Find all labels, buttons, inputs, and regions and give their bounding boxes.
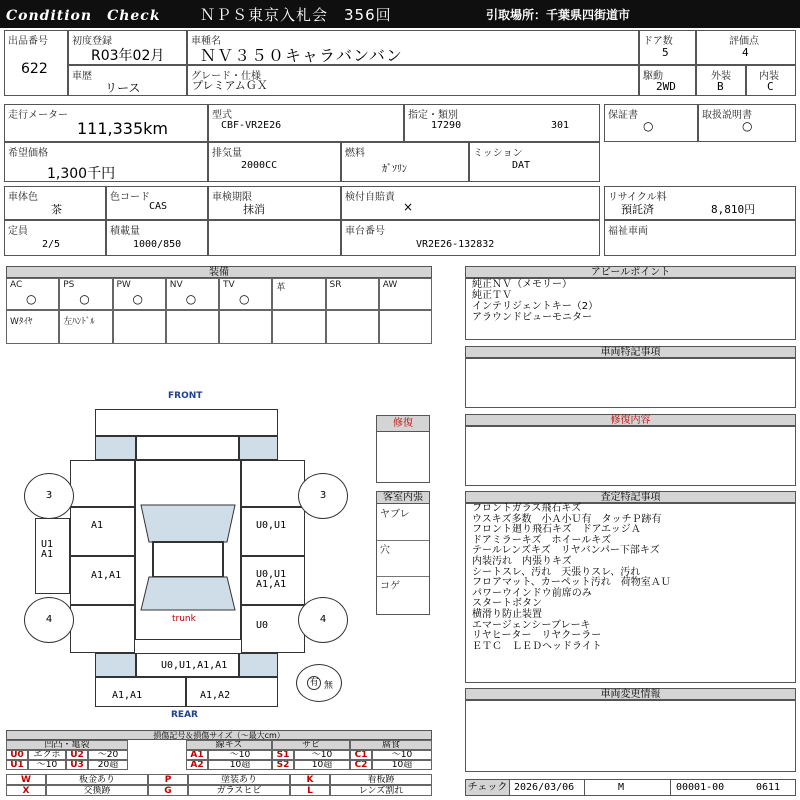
exterior-box: 外装 B	[696, 65, 746, 96]
damage-rear-bumper-left: A1,A1	[112, 690, 143, 701]
equipment-cell-1	[59, 278, 112, 310]
score: 4	[742, 46, 749, 59]
legend-code: U1	[6, 760, 28, 770]
header-bar	[0, 0, 800, 28]
legend-code: S2	[272, 760, 294, 770]
legend-symbol-text: ガラスヒビ	[188, 785, 290, 796]
damage-rear-door: U0,U1,A1,A1	[161, 660, 228, 671]
equipment-label: 革	[276, 283, 286, 293]
legend-code: S1	[272, 750, 294, 760]
equipment-cell-r2-0	[6, 310, 59, 344]
appeal-line: 純正ＴＶ	[472, 290, 512, 301]
inspection-notes-header: 査定特記事項	[465, 491, 796, 503]
equipment-cell-7	[379, 278, 432, 310]
front-bumper	[95, 409, 278, 436]
designation-box: 指定・類別 17290 301	[404, 104, 600, 142]
model-code: CBF-VR2E26	[221, 120, 282, 131]
front-label: FRONT	[168, 391, 203, 401]
load-box: 積載量 1000/850	[106, 220, 208, 256]
hood	[136, 436, 239, 460]
cabin-outline	[135, 460, 241, 640]
liability-box: 検付自賠責 ×	[341, 186, 600, 220]
inspection-note-line: スタートボタン	[472, 598, 542, 610]
legend-group-0: 凹凸・亀裂	[6, 740, 128, 750]
inspection-note-line: ドアミラーキズ ホイールキズ	[472, 534, 612, 546]
cabin-box-title: 客室内張	[377, 492, 429, 504]
mission-box: ミッション DAT	[469, 142, 600, 182]
legend-symbol-text: レンズ割れ	[330, 785, 432, 796]
legend-code: U0	[6, 750, 28, 760]
legend-group-1: 線キズ	[186, 740, 272, 750]
check-date: 2026/03/06	[514, 782, 575, 793]
inspection-note-line: 横滑り防止装置	[472, 608, 542, 620]
legend-symbol: X	[6, 785, 46, 796]
special-notes-header: 車両特記事項	[465, 346, 796, 358]
car-history: リース	[105, 81, 141, 95]
repair-content-header: 修復内容	[465, 414, 796, 426]
rear-label: REAR	[171, 710, 198, 720]
equipment-label: TV	[223, 280, 235, 290]
equipment-cell-r2-7	[379, 310, 432, 344]
equipment-label: PW	[116, 280, 131, 290]
legend-symbol-text: 板金あり	[46, 774, 148, 785]
recycle-fee: 8,810円	[711, 203, 756, 216]
load-capacity: 1000/850	[133, 239, 182, 250]
model-box: 型式 CBF-VR2E26	[208, 104, 404, 142]
equipment-cell-4	[219, 278, 272, 310]
color-code-box: 色コード CAS	[106, 186, 208, 220]
legend-size: 10超	[208, 760, 272, 770]
tire-front-right: 3	[298, 473, 348, 519]
legend-symbol-text: 看板跡	[330, 774, 432, 785]
equipment-cell-0	[6, 278, 59, 310]
equipment-label: 左ﾊﾝﾄﾞﾙ	[63, 317, 95, 327]
legend-symbol-text: 交換跡	[46, 785, 148, 796]
interior-grade: C	[767, 80, 774, 93]
displacement-box: 排気量 2000CC	[208, 142, 341, 182]
appeal-line: インテリジェントキー（2）	[472, 301, 599, 312]
warranty-mark: ○	[643, 119, 654, 133]
fuel-type: ｶﾞｿﾘﾝ	[382, 164, 407, 175]
legend-size: 10超	[372, 760, 432, 770]
equipment-label: AC	[10, 280, 23, 290]
desired-price: 1,300千円	[47, 166, 116, 182]
equipment-value: ○	[132, 292, 143, 306]
inspection-note-line: フロント廻り飛石キズ ドアエッジＡ	[472, 524, 641, 536]
equipment-label: PS	[63, 280, 75, 290]
equipment-value: ○	[185, 292, 197, 306]
inspection-note-line: フロントガラス飛石キズ	[472, 503, 582, 514]
legend-code: A2	[186, 760, 208, 770]
check-label: チェック	[466, 780, 510, 795]
legend-symbol: W	[6, 774, 46, 785]
doors-box: ドア数 5	[639, 30, 696, 65]
change-info-panel	[465, 700, 796, 772]
designation-number: 17290	[431, 120, 462, 131]
liability-mark: ×	[403, 200, 414, 214]
repair-box-title: 修復	[377, 416, 429, 432]
inspection-expiry-box: 車検期限 抹消	[208, 186, 341, 220]
cabin-burn: コゲ	[380, 581, 400, 592]
equipment-label: Wﾀｲﾔ	[10, 317, 33, 327]
legend-title: 損傷記号＆損傷サイズ（～最大cm）	[6, 730, 432, 740]
repair-content-panel	[465, 426, 796, 486]
mission: DAT	[512, 160, 531, 171]
legend-group-2: サビ	[272, 740, 350, 750]
recycle-status: 預託済	[621, 203, 654, 216]
mileage-box: 走行メーター 111,335km	[4, 104, 208, 142]
left-headlight	[95, 436, 136, 460]
interior-box: 内装 C	[746, 65, 796, 96]
auction-title: ＮＰＳ東京入札会 356回	[200, 6, 392, 24]
legend-code: C2	[350, 760, 372, 770]
legend-size: ～10	[372, 750, 432, 760]
equipment-header: 装備	[6, 266, 432, 278]
door-count: 5	[662, 46, 669, 59]
change-info-header: 車両変更情報	[465, 688, 796, 700]
equipment-cell-r2-2	[113, 310, 166, 344]
equipment-label: SR	[329, 280, 342, 290]
pickup-location: 引取場所：千葉県四街道市	[486, 8, 631, 22]
lot-number: 622	[21, 61, 48, 77]
color-code: CAS	[149, 201, 168, 212]
cabin-hole: 穴	[380, 545, 390, 556]
equipment-cell-r2-3	[166, 310, 219, 344]
legend-code: U3	[66, 760, 88, 770]
displacement: 2000CC	[241, 160, 278, 171]
right-rear-fender	[241, 605, 305, 653]
equipment-cell-r2-6	[326, 310, 379, 344]
appeal-header: アピールポイント	[465, 266, 796, 278]
legend-symbol: K	[290, 774, 330, 785]
equipment-cell-r2-4	[219, 310, 272, 344]
body-color: 茶	[51, 203, 62, 216]
manual-mark: ○	[742, 119, 753, 133]
tire-front-left: 3	[24, 473, 74, 519]
equipment-cell-5	[272, 278, 325, 310]
legend-size: 10超	[294, 760, 350, 770]
special-notes-panel	[465, 358, 796, 408]
equipment-cell-6	[326, 278, 379, 310]
appeal-line: 純正ＮＶ（メモリー）	[472, 279, 572, 290]
equipment-value: ○	[26, 292, 37, 306]
welfare-box: 福祉車両	[604, 220, 796, 256]
grade-box: グレード・仕様 プレミアムＧＸ	[187, 65, 639, 96]
right-front-fender	[241, 460, 305, 507]
legend-size: エクボ	[28, 750, 66, 760]
equipment-cell-3	[166, 278, 219, 310]
legend-symbol: G	[148, 785, 188, 796]
inspection-note-line: リヤヒーター リヤクーラー	[472, 630, 602, 642]
left-front-door	[70, 507, 135, 556]
exterior-grade: B	[717, 80, 724, 93]
code-2: 0611	[756, 782, 781, 793]
legend-size: 20超	[88, 760, 128, 770]
spare-tire	[296, 664, 342, 702]
equipment-cell-2	[113, 278, 166, 310]
capacity-box: 定員 2/5	[4, 220, 106, 256]
car-name-box: 車種名 ＮＶ３５０キャラバンバン	[187, 30, 639, 65]
damage-right-rear: U0	[256, 620, 269, 631]
right-headlight	[239, 436, 278, 460]
first-registration-box: 初度登録 R03年02月	[68, 30, 187, 65]
mileage: 111,335km	[77, 119, 169, 138]
equipment-label: NV	[169, 280, 183, 290]
drive: 2WD	[656, 80, 676, 93]
capacity: 2/5	[42, 239, 61, 250]
repair-box	[376, 415, 430, 483]
inspection-note-line: ＥＴＣ ＬＥＤヘッドライト	[472, 640, 602, 652]
inspection-note-line: エマージェンシーブレーキ	[472, 619, 591, 631]
grade: プレミアムＧＸ	[192, 79, 268, 92]
damage-right-front-door: U0,U1	[256, 520, 287, 531]
title-condition-check: Condition Check	[6, 8, 161, 24]
price-box: 希望価格 1,300千円	[4, 142, 208, 182]
equipment-value: ○	[79, 292, 90, 306]
legend-size: ～20	[88, 750, 128, 760]
legend-size: ～10	[294, 750, 350, 760]
appeal-panel	[465, 278, 796, 340]
inspection-note-line: テールレンズキズ リヤバンパー下部キズ	[472, 545, 660, 557]
recycle-box: リサイクル料 預託済 8,810円	[604, 186, 796, 220]
first-registration: R03年02月	[91, 48, 165, 64]
inspection-note-line: シートスレ、汚れ 天張りスレ、汚れ	[472, 566, 641, 578]
lot-number-box: 出品番号 622	[4, 30, 68, 96]
legend-symbol: L	[290, 785, 330, 796]
left-rear-fender	[70, 605, 135, 653]
chassis-number: VR2E26-132832	[416, 239, 495, 250]
inspection-notes-panel	[465, 503, 796, 683]
right-taillight	[239, 653, 278, 677]
score-box: 評価点 4	[696, 30, 796, 65]
class-number: 301	[551, 120, 570, 131]
chassis-box: 車台番号 VR2E26-132832	[341, 220, 600, 256]
footer-bar	[465, 779, 796, 796]
tire-rear-right: 4	[298, 597, 348, 643]
fuel-box: 燃料 ｶﾞｿﾘﾝ	[341, 142, 469, 182]
damage-left-side: U1 A1	[41, 539, 54, 560]
drive-box: 駆動 2WD	[639, 65, 696, 96]
equipment-cell-r2-1	[59, 310, 112, 344]
manual-box: 取扱説明書 ○	[698, 104, 796, 142]
cabin-box	[376, 491, 430, 615]
legend-symbol: P	[148, 774, 188, 785]
history-box: 車歴 リース	[68, 65, 187, 96]
spare-tire-absent: 無	[324, 681, 334, 691]
trunk-label: trunk	[172, 614, 196, 624]
legend-size: ～10	[28, 760, 66, 770]
damage-rear-bumper-right: A1,A2	[200, 690, 231, 701]
checker: M	[618, 782, 625, 793]
inspection-expiry: 抹消	[243, 203, 265, 216]
equipment-cell-r2-5	[272, 310, 325, 344]
legend-code: U2	[66, 750, 88, 760]
code-1: 00001-00	[676, 782, 725, 793]
damage-left-rear-door: A1,A1	[91, 570, 122, 581]
warranty-box: 保証書 ○	[604, 104, 698, 142]
tire-rear-left: 4	[24, 597, 74, 643]
spare-tire-present: 有	[307, 676, 321, 690]
appeal-line: アラウンドビューモニター	[472, 312, 592, 323]
equipment-label: AW	[382, 280, 398, 290]
legend-code: C1	[350, 750, 372, 760]
legend-code: A1	[186, 750, 208, 760]
legend-group-3: 腐食	[350, 740, 432, 750]
legend-size: ～10	[208, 750, 272, 760]
damage-left-front-door: A1	[91, 520, 104, 531]
inspection-note-line: フロアマット、カーペット汚れ 荷物室ＡＵ	[472, 577, 671, 589]
equipment-value: ○	[239, 292, 250, 306]
inspection-note-line: 内装汚れ 内張りキズ	[472, 555, 572, 567]
right-front-door	[241, 507, 305, 556]
left-front-fender	[70, 460, 135, 507]
inspection-note-line: パワーウインドウ前席のみ	[472, 587, 592, 599]
legend-symbol-text: 塗装あり	[188, 774, 290, 785]
body-color-box: 車体色 茶	[4, 186, 106, 220]
cabin-tear: ヤブレ	[380, 509, 410, 520]
blank-box	[208, 220, 341, 256]
left-taillight	[95, 653, 136, 677]
inspection-note-line: ウスキズ多数 小Ａ小Ｕ有 タッチＰ跡有	[472, 513, 662, 525]
car-name: ＮＶ３５０キャラバンバン	[200, 46, 403, 65]
damage-right-rear-door: U0,U1 A1,A1	[256, 569, 287, 590]
